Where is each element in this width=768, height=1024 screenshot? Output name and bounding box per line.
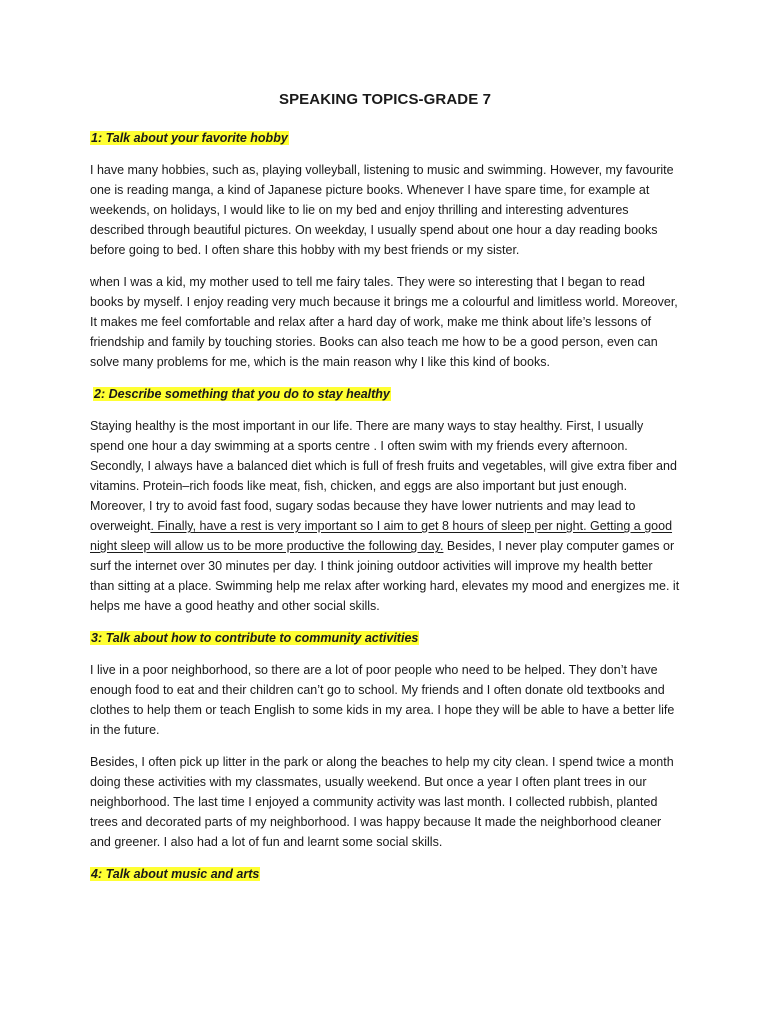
section-2-paragraph (90, 416, 680, 616)
page-title: SPEAKING TOPICS-GRADE 7 (278, 91, 492, 108)
section-2-underlined-text: . Finally, have a rest is very important so I aim to get 8 hours of sleep per night. Getting a good night sleep will allow us to be more productive the following day. (90, 519, 673, 553)
highlighted-heading-text: 3: Talk about how to contribute to community activities (91, 631, 419, 645)
document-body (90, 90, 680, 896)
highlighted-heading-text: 2: Describe something that you do to stay healthy (94, 387, 390, 401)
section-heading-2 (90, 384, 680, 404)
section-heading-1 (90, 128, 680, 148)
highlighted-heading-text: 1: Talk about your favorite hobby (91, 131, 288, 145)
section-1-paragraph-2: when I was a kid, my mother used to tell me fairy tales. They were so interesting that I began to read books by myself. I enjoy reading very much because it brings me a colourful and limitless world. Moreover, It makes me feel comfortable and relax after a hard day of work, make me think about life’s lessons of friendship and family by touching stories. Books can also teach me how to be a good person, even can solve many problems for me, which is the main reason why I like this kind of books. (90, 275, 678, 369)
section-heading-4 (90, 864, 680, 884)
section-2-text-after: Besides, I never play computer games or surf the internet over 30 minutes per day. I think joining outdoor activities will improve my health better than sitting at a place. Swimming help me relax after working hard, elevates my mood and energizes me. it helps me have a good heathy and other social skills. (90, 539, 680, 613)
highlighted-heading-text: 4: Talk about music and arts (91, 867, 260, 881)
section-3-paragraph-1: I live in a poor neighborhood, so there are a lot of poor people who need to be helped. They don’t have enough food to eat and their children can’t go to school. My friends and I often donate old textbooks and clothes to help them or teach English to some kids in my area. I hope they will be able to have a better life in the future. (90, 663, 675, 737)
section-1-paragraph-1: I have many hobbies, such as, playing volleyball, listening to music and swimming. However, my favourite one is reading manga, a kind of Japanese picture books. Whenever I have spare time, for example at weekends, on holidays, I would like to lie on my bed and enjoy thrilling and interesting adventures described through beautiful pictures. On weekday, I usually spend about one hour a day reading books before going to bed. I often share this hobby with my best friends or my sister. (90, 163, 674, 257)
section-2-text-before: Staying healthy is the most important in our life. There are many ways to stay healthy. First, I usually spend one hour a day swimming at a sports centre . I often swim with my friends every afternoon. Secondly, I always have a balanced diet which is full of fresh fruits and vegetables, will give extra fiber and vitamins. Protein–rich foods like meat, fish, chicken, and eggs are also important but just enough. Moreover, I try to avoid fast food, sugary sodas because they have lower nutrients and may lead to overweight (90, 419, 677, 533)
section-3-paragraph-2: Besides, I often pick up litter in the park or along the beaches to help my city clean. I spend twice a month doing these activities with my classmates, usually weekend. But once a year I often plant trees in our neighborhood. The last time I enjoyed a community activity was last month. I collected rubbish, planted trees and decorated parts of my neighborhood. I was happy because It made the neighborhood cleaner and greener. I also had a lot of fun and learnt some social skills. (90, 755, 674, 849)
section-heading-3 (90, 628, 680, 648)
